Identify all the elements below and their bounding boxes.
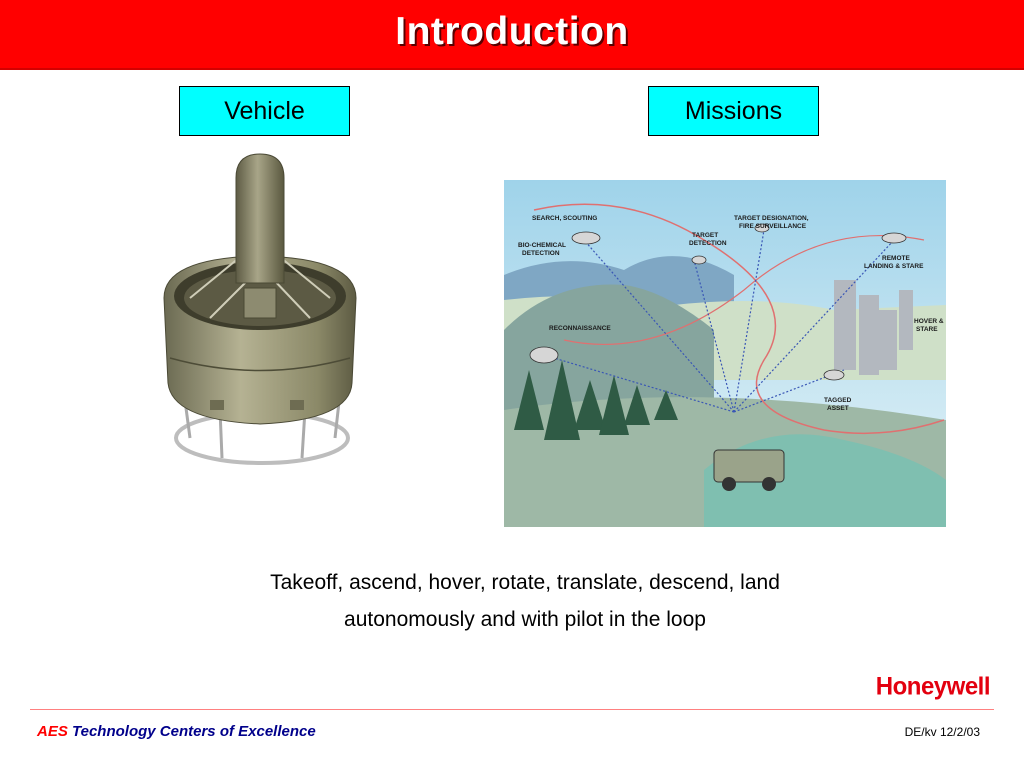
diagram-label: REMOTE [882,255,910,262]
slide-title: Introduction [395,10,629,53]
diagram-label: TARGET DESIGNATION, [734,215,809,222]
footer-org [37,723,316,740]
footer-date: DE/kv 12/2/03 [904,725,980,739]
diagram-label: DETECTION [522,250,560,257]
diagram-label: FIRE SURVEILLANCE [739,223,807,230]
footer-divider [30,709,994,710]
diagram-label: BIO-CHEMICAL [518,242,567,249]
caption-line-1: Takeoff, ascend, hover, rotate, translate, descend, land [270,571,780,594]
missions-image [504,180,946,527]
diagram-label: TARGET [692,232,719,239]
caption-line-2: autonomously and with pilot in the loop [344,608,706,631]
diagram-label: SEARCH, SCOUTING [532,215,598,222]
caption [150,564,900,638]
vehicle-label: Vehicle [179,86,350,136]
footer-aes: AES [37,723,68,740]
diagram-label: TAGGED [824,397,852,404]
diagram-label: LANDING & STARE [864,263,924,270]
diagram-label: ASSET [827,405,849,412]
diagram-label: RECONNAISSANCE [549,325,611,332]
missions-label: Missions [648,86,819,136]
diagram-label: HOVER & [914,318,944,325]
honeywell-logo: Honeywell [875,672,990,701]
vehicle-image [150,148,370,483]
diagram-label: STARE [916,326,938,333]
footer-org-name: Technology Centers of Excellence [72,723,316,740]
title-bar [0,0,1024,70]
diagram-label: DETECTION [689,240,727,247]
